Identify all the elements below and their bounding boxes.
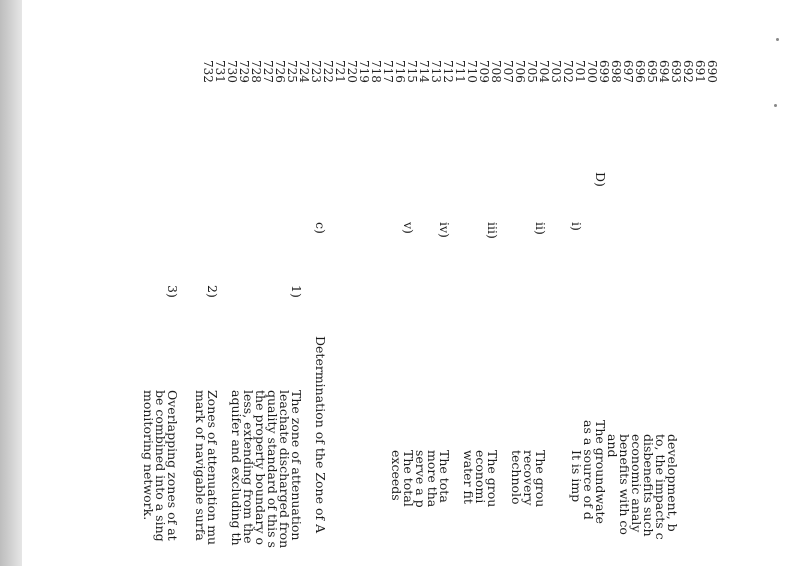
marker-3: 3) xyxy=(165,285,180,298)
line-number: 697 xyxy=(621,60,635,83)
line-number: 705 xyxy=(525,60,539,83)
line-number: 719 xyxy=(357,60,371,83)
text-line: mark of navigable surfa xyxy=(193,390,208,541)
text-line: Zones of attenuation mu xyxy=(205,390,220,546)
text-line: exceeds xyxy=(389,450,404,501)
line-number: 714 xyxy=(417,60,431,83)
line-number: 695 xyxy=(645,60,659,83)
marker-1: 1) xyxy=(289,285,304,298)
text-line: The tota xyxy=(437,450,452,503)
section-heading: Determination of the Zone of A xyxy=(313,336,328,534)
text-line: as a source of d xyxy=(581,420,596,520)
text-line: disbenefits such xyxy=(641,434,656,537)
marker-iii: iii) xyxy=(485,222,500,239)
text-line: and xyxy=(605,434,620,458)
line-number: 716 xyxy=(393,60,407,83)
line-number: 723 xyxy=(309,60,323,83)
text-line: The total xyxy=(401,450,416,507)
line-number: 728 xyxy=(249,60,263,83)
text-line: be combined into a sing xyxy=(153,390,168,542)
text-line: benefits with co xyxy=(617,434,632,535)
line-number: 729 xyxy=(237,60,251,83)
line-number: 732 xyxy=(201,60,215,83)
line-number: 718 xyxy=(369,60,383,83)
line-number: 712 xyxy=(441,60,455,83)
line-number: 726 xyxy=(273,60,287,83)
line-number: 724 xyxy=(297,60,311,83)
line-number: 708 xyxy=(489,60,503,83)
marker-iv: iv) xyxy=(437,222,452,238)
line-number: 731 xyxy=(213,60,227,83)
text-line: development, b xyxy=(665,434,680,532)
text-line: Overlapping zones of at xyxy=(165,390,180,541)
text-line: economic analy xyxy=(629,434,644,533)
line-number: 700 xyxy=(585,60,599,83)
text-line: technolo xyxy=(509,450,524,505)
line-number: 722 xyxy=(321,60,335,83)
text-line: It is imp xyxy=(569,450,584,503)
marker-2: 2) xyxy=(205,285,220,298)
text-line: The grou xyxy=(485,450,500,508)
line-number: 707 xyxy=(501,60,515,83)
text-line: quality standard of this s xyxy=(265,390,280,548)
line-number: 702 xyxy=(561,60,575,83)
line-number: 721 xyxy=(333,60,347,83)
line-number: 693 xyxy=(669,60,683,83)
line-number: 709 xyxy=(477,60,491,83)
text-line: leachate discharged fron xyxy=(277,390,292,549)
text-line: the property boundary o xyxy=(253,390,268,545)
marker-D: D) xyxy=(593,172,608,187)
line-number: 715 xyxy=(405,60,419,83)
text-line: The grou xyxy=(533,450,548,508)
text-line: economi xyxy=(473,450,488,504)
text-line: aquifer and excluding th xyxy=(229,390,244,546)
line-number: 713 xyxy=(429,60,443,83)
line-number: 720 xyxy=(345,60,359,83)
line-number: 691 xyxy=(693,60,707,83)
marker-i: i) xyxy=(569,222,584,231)
line-number: 699 xyxy=(597,60,611,83)
text-line: monitoring network. xyxy=(141,390,156,521)
line-number: 694 xyxy=(657,60,671,83)
line-number: 690 xyxy=(705,60,719,83)
text-line: serve a p xyxy=(413,450,428,508)
text-line: The groundwate xyxy=(593,420,608,524)
line-number: 727 xyxy=(261,60,275,83)
text-line: The zone of attenuation xyxy=(289,390,304,541)
text-line: more tha xyxy=(425,450,440,508)
line-number: 704 xyxy=(537,60,551,83)
text-line: recovery xyxy=(521,450,536,506)
line-number: 711 xyxy=(453,60,467,83)
line-number: 725 xyxy=(285,60,299,83)
line-number: 698 xyxy=(609,60,623,83)
line-number: 692 xyxy=(681,60,695,83)
text-line: to, the impacts c xyxy=(653,434,668,540)
line-number: 706 xyxy=(513,60,527,83)
text-line: water fit xyxy=(461,450,476,504)
marker-v: v) xyxy=(401,222,416,234)
line-number: 710 xyxy=(465,60,479,83)
line-number: 730 xyxy=(225,60,239,83)
line-number: 703 xyxy=(549,60,563,83)
marker-ii: ii) xyxy=(533,222,548,235)
line-number: 696 xyxy=(633,60,647,83)
line-number: 717 xyxy=(381,60,395,83)
text-line: less, extending from the xyxy=(241,390,256,544)
marker-c: c) xyxy=(313,222,328,234)
line-number: 701 xyxy=(573,60,587,83)
